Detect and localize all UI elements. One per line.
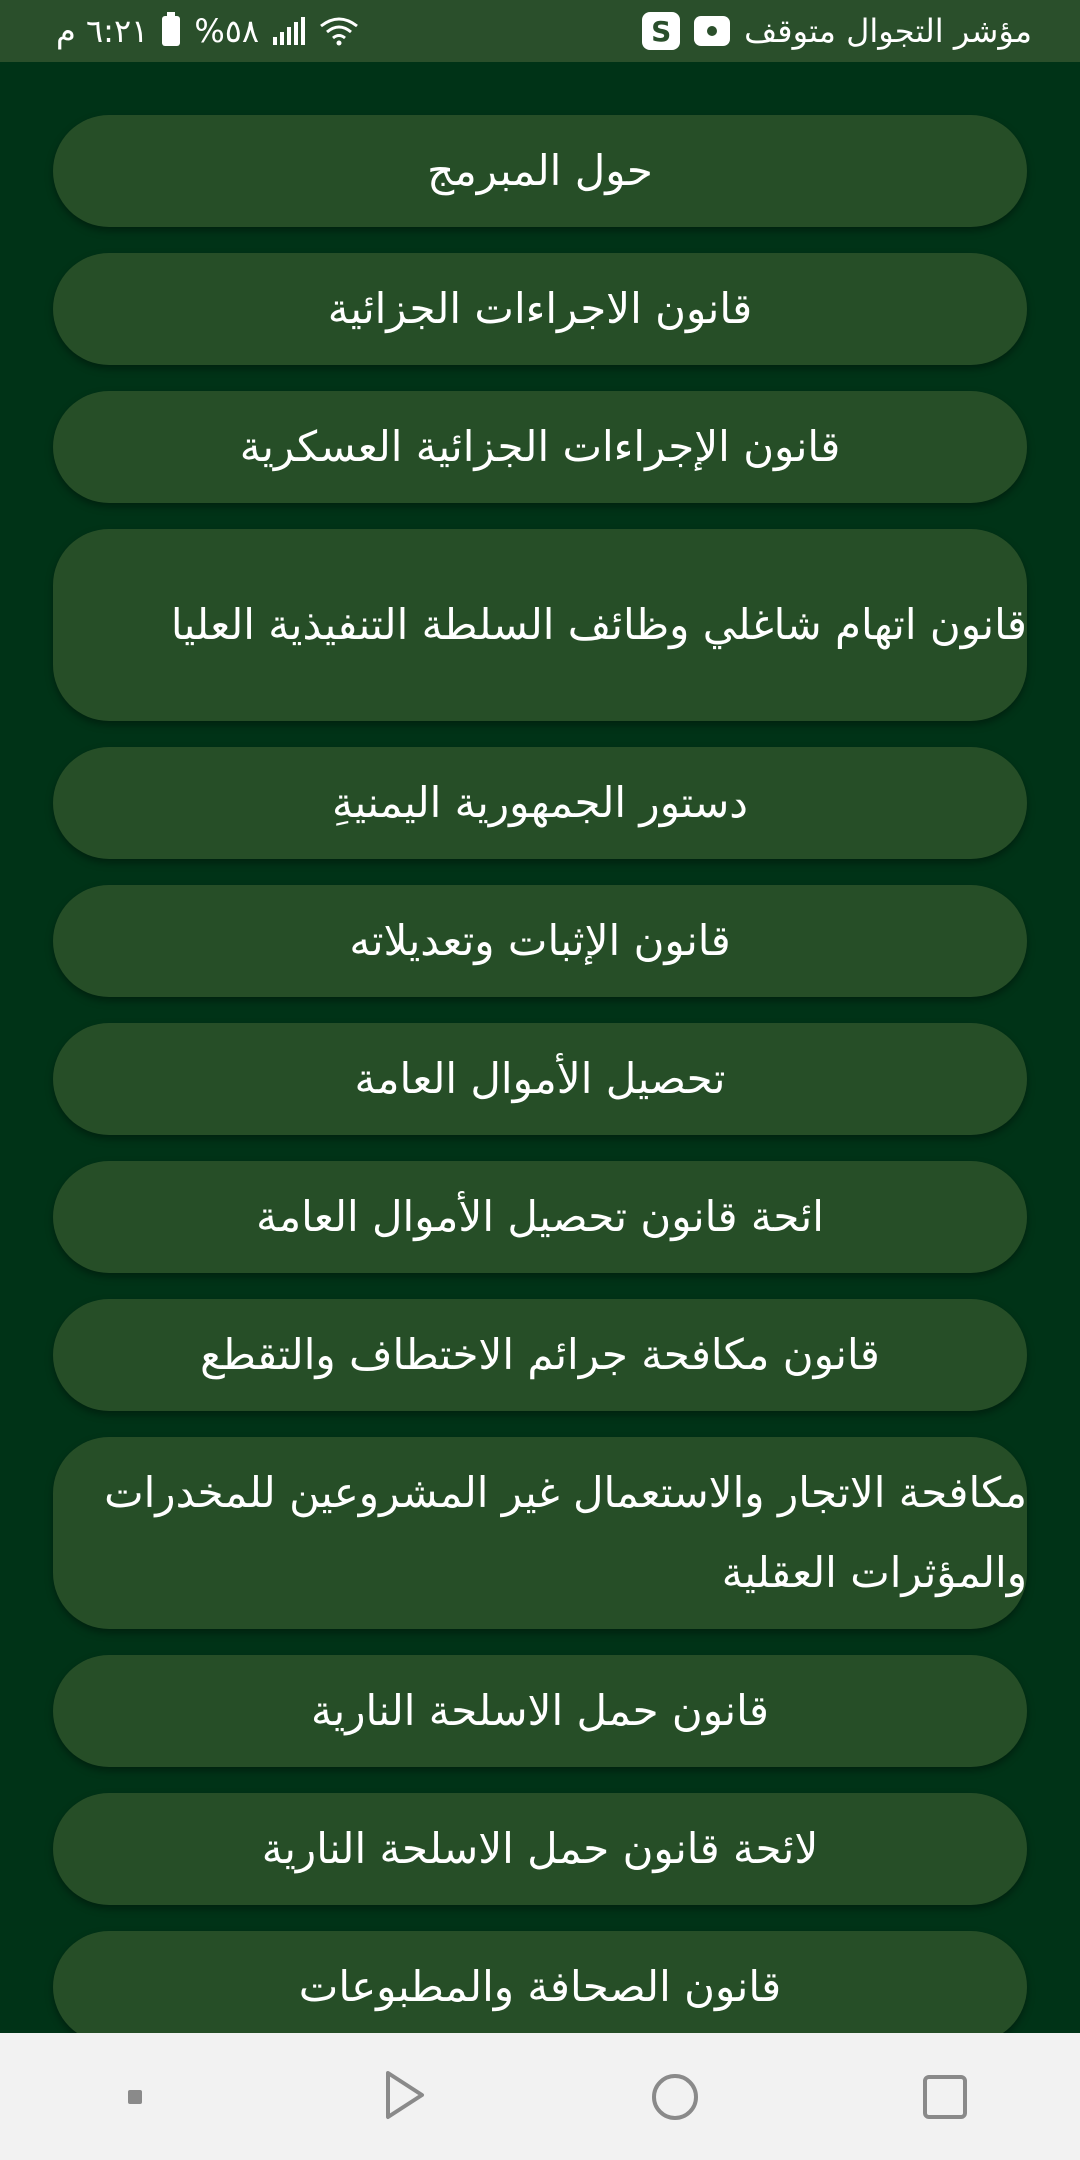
status-left: [56, 12, 359, 50]
law-button-label: قانون الاجراءات الجزائية: [327, 284, 753, 333]
law-button-label: مكافحة الاتجار والاستعمال غير المشروعين للمخدرات والمؤثرات العقلية: [104, 1468, 1027, 1597]
time-text: ٦:٢١ م: [56, 12, 149, 50]
law-button-public-funds-regulation[interactable]: [53, 1161, 1027, 1273]
laws-list: [53, 115, 1027, 2043]
law-button-label: قانون الإجراءات الجزائية العسكرية: [239, 422, 841, 471]
app-s-icon: S: [642, 12, 680, 50]
law-button-label: حول المبرمج: [427, 146, 653, 195]
law-button-executive-accusation[interactable]: [53, 529, 1027, 721]
nav-small-square-button[interactable]: [75, 2047, 195, 2147]
law-button-label: قانون الإثبات وتعديلاته: [349, 916, 731, 965]
law-button-kidnapping[interactable]: [53, 1299, 1027, 1411]
battery-icon: [162, 16, 180, 46]
law-button-label: قانون حمل الاسلحة النارية: [311, 1686, 769, 1735]
status-bar: [0, 0, 1080, 62]
law-button-public-funds[interactable]: [53, 1023, 1027, 1135]
navigation-bar: [0, 2033, 1080, 2160]
nav-small-square-icon: [128, 2090, 142, 2104]
signal-icon: [273, 17, 305, 45]
battery-text: %٥٨: [194, 12, 260, 50]
back-triangle-icon: [382, 2069, 428, 2125]
law-button-press[interactable]: [53, 1931, 1027, 2043]
law-button-military-criminal-procedure[interactable]: [53, 391, 1027, 503]
law-button-criminal-procedure[interactable]: [53, 253, 1027, 365]
law-button-label: ائحة قانون تحصيل الأموال العامة: [256, 1192, 824, 1241]
wifi-icon: [319, 16, 359, 46]
law-button-label: قانون اتهام شاغلي وظائف السلطة التنفيذية العليا: [170, 600, 1027, 649]
law-button-constitution[interactable]: [53, 747, 1027, 859]
status-right: [642, 12, 1032, 50]
law-button-label: تحصيل الأموال العامة: [354, 1054, 726, 1103]
roaming-text: مؤشر التجوال متوقف: [744, 12, 1032, 50]
camera-icon: [694, 16, 730, 46]
law-button-narcotics[interactable]: [53, 1437, 1027, 1629]
home-button[interactable]: [615, 2047, 735, 2147]
law-button-firearms-regulation[interactable]: [53, 1793, 1027, 1905]
recents-square-icon: [923, 2075, 967, 2119]
law-button-label: قانون الصحافة والمطبوعات: [298, 1962, 782, 2011]
law-button-label: لائحة قانون حمل الاسلحة النارية: [261, 1824, 819, 1873]
law-button-label: دستور الجمهورية اليمنيةِ: [332, 778, 748, 827]
law-button-label: قانون مكافحة جرائم الاختطاف والتقطع: [200, 1330, 880, 1379]
law-button-about[interactable]: [53, 115, 1027, 227]
back-button[interactable]: [345, 2047, 465, 2147]
home-circle-icon: [652, 2074, 698, 2120]
law-button-evidence[interactable]: [53, 885, 1027, 997]
recents-button[interactable]: [885, 2047, 1005, 2147]
law-button-firearms[interactable]: [53, 1655, 1027, 1767]
